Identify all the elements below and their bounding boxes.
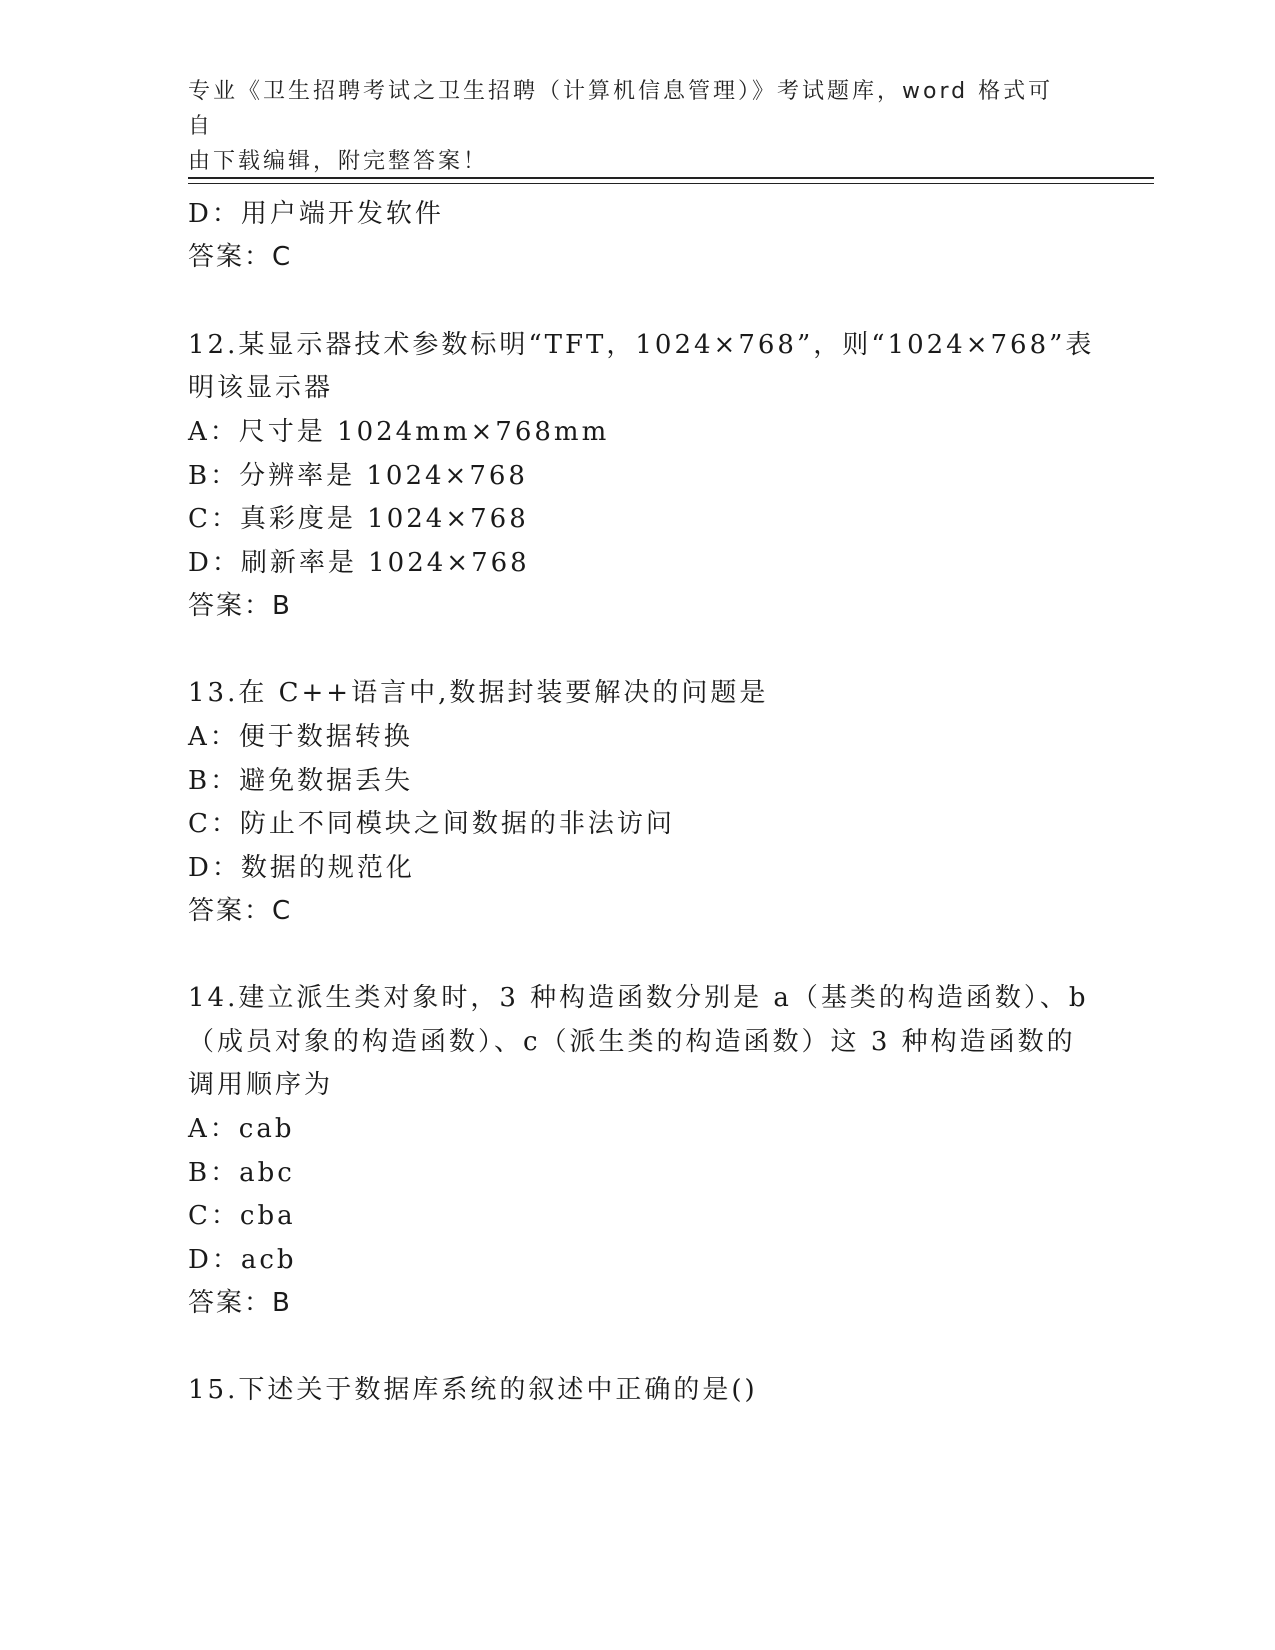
option-line: B：abc (188, 1158, 295, 1188)
question-line: 明该显示器 (188, 373, 334, 403)
option-line: B：避免数据丢失 (188, 766, 414, 796)
option-line: D：用户端开发软件 (188, 199, 444, 229)
option-line: D：数据的规范化 (188, 853, 415, 883)
question-line: 调用顺序为 (188, 1070, 334, 1100)
question-line: （成员对象的构造函数）、c（派生类的构造函数）这 3 种构造函数的 (188, 1027, 1076, 1057)
question-line: 13.在 C++语言中,数据封装要解决的问题是 (188, 678, 769, 708)
option-line: D：刷新率是 1024×768 (188, 548, 530, 578)
header-rule-thick (188, 177, 1154, 179)
answer-line: 答案：B (188, 591, 292, 621)
option-line: C：防止不同模块之间数据的非法访问 (188, 809, 675, 839)
question-line: 15.下述关于数据库系统的叙述中正确的是() (188, 1375, 758, 1405)
question-line: 12.某显示器技术参数标明“TFT，1024×768”，则“1024×768”表 (188, 330, 1095, 360)
option-line: D：acb (188, 1245, 297, 1275)
header-line-2: 由下载编辑，附完整答案！ (188, 149, 489, 174)
answer-line: 答案：C (188, 896, 293, 926)
option-line: A：尺寸是 1024mm×768mm (188, 417, 610, 447)
answer-line: 答案：C (188, 242, 293, 272)
option-line: C：真彩度是 1024×768 (188, 504, 529, 534)
header-rule-thin (188, 183, 1154, 184)
option-line: A：cab (188, 1114, 295, 1144)
header-line-1: 专业《卫生招聘考试之卫生招聘（计算机信息管理）》考试题库，word 格式可自 (188, 79, 1054, 139)
answer-line: 答案：B (188, 1288, 292, 1318)
option-line: B：分辨率是 1024×768 (188, 461, 528, 491)
option-line: A：便于数据转换 (188, 722, 413, 752)
option-line: C：cba (188, 1201, 296, 1231)
question-line: 14.建立派生类对象时，3 种构造函数分别是 a（基类的构造函数）、b (188, 983, 1089, 1013)
document-header (188, 74, 1068, 179)
